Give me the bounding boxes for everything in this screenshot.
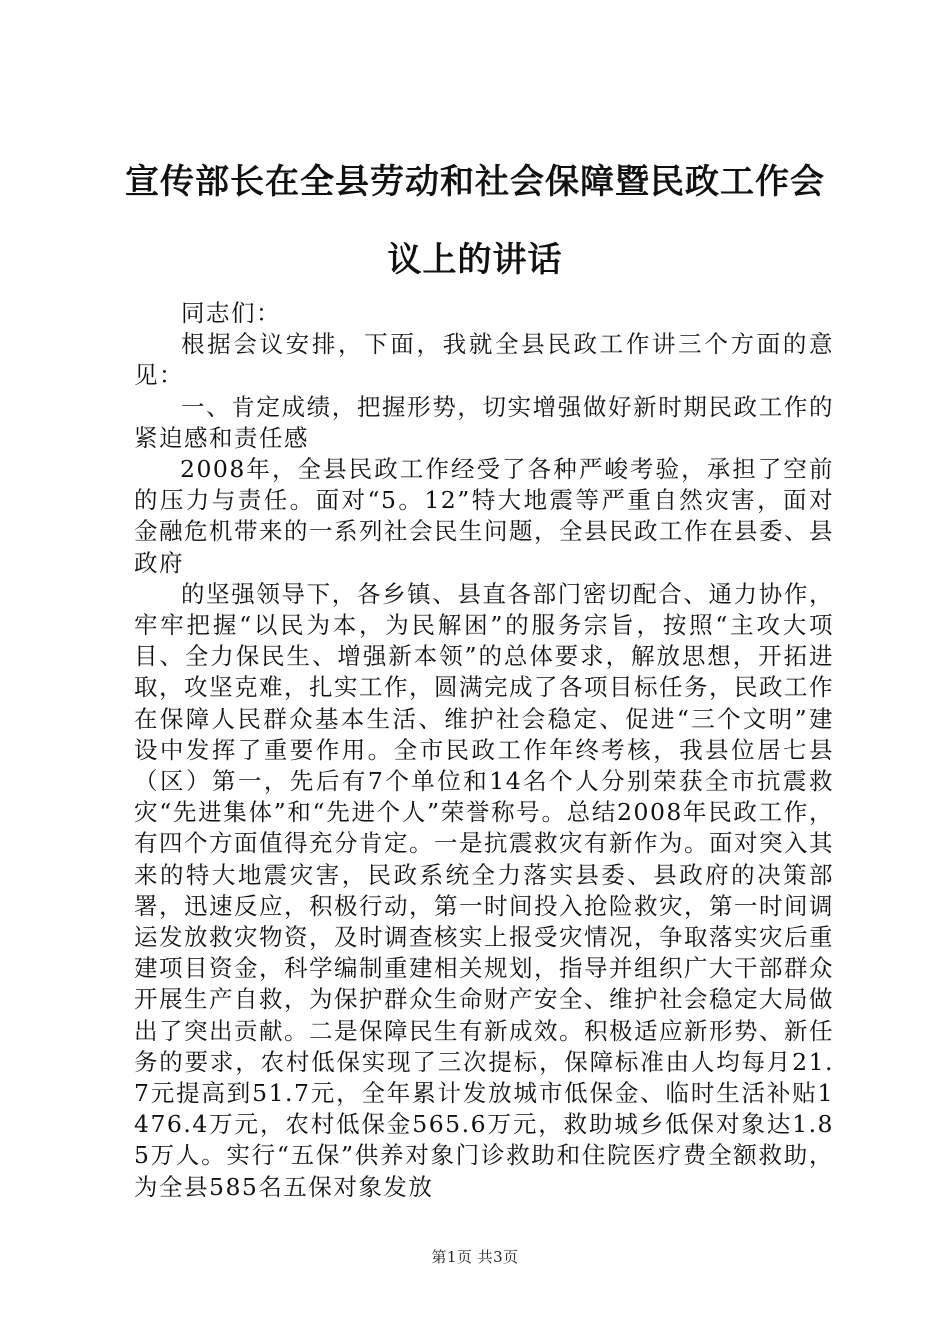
intro-paragraph: 根据会议安排，下面，我就全县民政工作讲三个方面的意见： <box>134 330 834 390</box>
document-title-line-1: 宣传部长在全县劳动和社会保障暨民政工作会 <box>125 162 825 202</box>
body-paragraph: 的坚强领导下，各乡镇、县直各部门密切配合、通力协作，牢牢把握“以民为本，为民解困”的服务宗旨，按照“主攻大项目、全力保民生、增强新本领”的总体要求，解放思想，开拓进取，攻坚克难，扎实工作，圆满完成了各项目标任务，民政工作在保障人民群众基本生活、维护社会稳定、促进“三个文明”建设中发挥了重要作用。全市民政工作年终考核，我县位居七县（区）第一，先后有7个单位和14名个人分别荣获全市抗震救灾“先进集体”和“先进个人”荣誉称号。总结2008年民政工作，有四个方面值得充分肯定。一是抗震救灾有新作为。面对突入其来的特大地震灾害，民政系统全力落实县委、县政府的决策部署，迅速反应，积极行动，第一时间投入抢险救灾，第一时间调运发放救灾物资，及时调查核实上报受灾情况，争取落实灾后重建项目资金，科学编制重建相关规划，指导并组织广大干部群众开展生产自救，为保护群众生命财产安全、维护社会稳定大局做出了突出贡献。二是保障民生有新成效。积极适应新形势、新任务的要求，农村低保实现了三次提标，保障标准由人均每月21.7元提高到51.7元，全年累计发放城市低保金、临时生活补贴1476.4万元，农村低保金565.6万元，救助城乡低保对象达1.85万人。实行“五保”供养对象门诊救助和住院医疗费全额救助，为全县585名五保对象发放 <box>134 579 834 1201</box>
salutation-paragraph: 同志们： <box>181 299 281 327</box>
document-title-line-2: 议上的讲话 <box>387 240 563 280</box>
document-body <box>134 298 834 1203</box>
body-paragraph: 2008年，全县民政工作经受了各种严峻考验，承担了空前的压力与责任。面对“5。12”特大地震等严重自然灾害，面对金融危机带来的一系列社会民生问题，全县民政工作在县委、县政府 <box>134 455 834 577</box>
page-number-footer: 第1页 共3页 <box>431 1248 519 1266</box>
section-heading-paragraph: 一、肯定成绩，把握形势，切实增强做好新时期民政工作的紧迫感和责任感 <box>134 392 834 452</box>
